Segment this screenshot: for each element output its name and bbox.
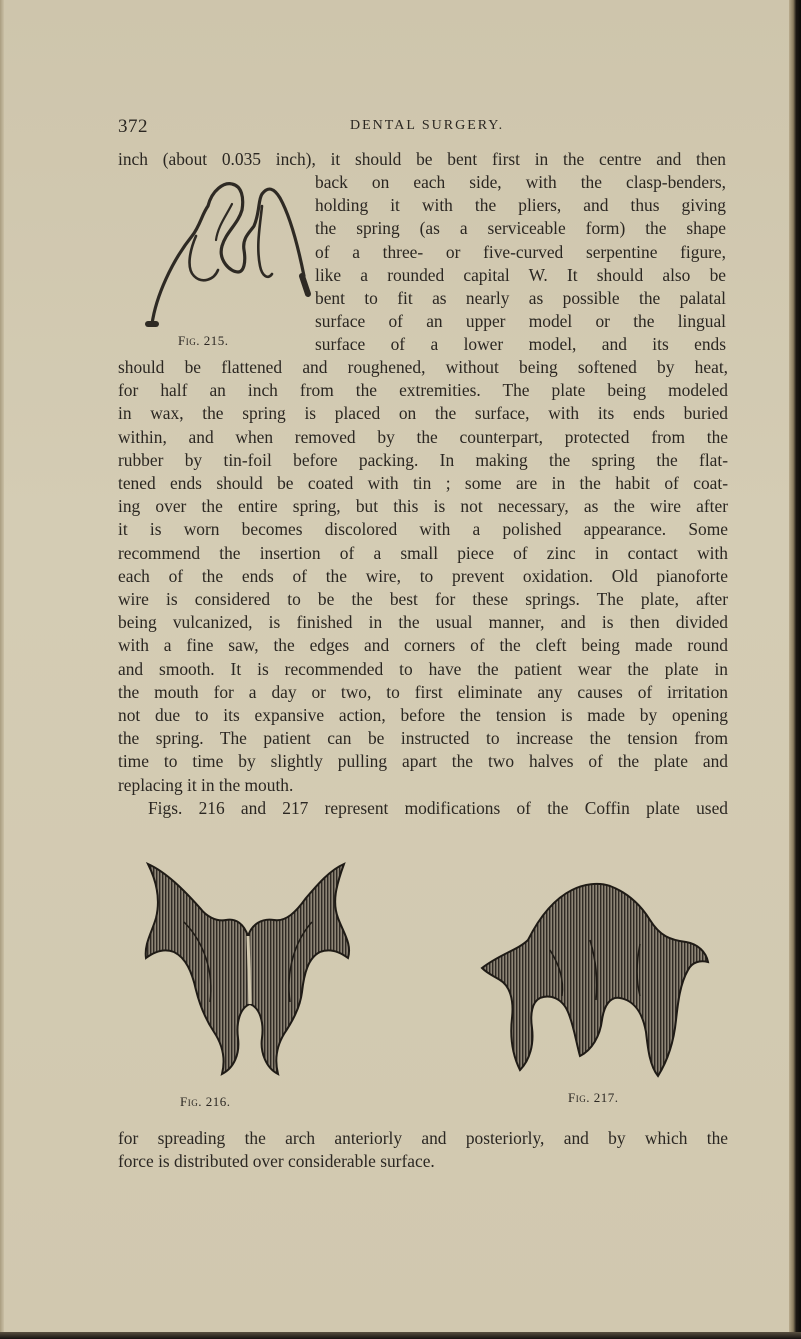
text-line: inch (about 0.035 inch), it should be bent first in the centre and then [118, 149, 726, 169]
text-line: rubber by tin-foil before packing. In making the spring the flat- [118, 449, 728, 470]
text-line: for spreading the arch anteriorly and posteriorly, and by which the [118, 1128, 728, 1148]
text-line: should be flattened and roughened, without being softened by heat, [118, 357, 728, 377]
text-line: replacing it in the mouth. [118, 774, 294, 795]
text-line: recommend the insertion of a small piece of zinc in contact with [118, 542, 728, 563]
text-line: in wax, the spring is placed on the surface, with its ends buried [118, 403, 728, 424]
text-line: each of the ends of the wire, to prevent oxidation. Old pianoforte [118, 565, 728, 586]
text-line: tened ends should be coated with tin ; some are in the habit of coat- [118, 473, 728, 494]
text-line: ing over the entire spring, but this is not necessary, as the wire after [118, 496, 728, 517]
page-number: 372 [118, 116, 148, 137]
text-line: surface of an upper model or the lingual [315, 311, 726, 332]
main-body-text [118, 356, 728, 820]
text-line: the spring (as a serviceable form) the shape [315, 218, 726, 239]
closing-text [118, 1127, 728, 1173]
text-line: for half an inch from the extremities. The plate being modeled [118, 380, 728, 401]
text-line: bent to fit as nearly as possible the palatal [315, 288, 726, 309]
text-line: like a rounded capital W. It should also be [315, 264, 726, 285]
fig-217-coffin-plate-illustration [480, 880, 710, 1080]
text-line: wire is considered to be the best for these springs. The plate, after [118, 589, 728, 610]
text-line: back on each side, with the clasp-benders, [315, 172, 726, 192]
page-right-edge-shadow [789, 0, 801, 1339]
text-line: and smooth. It is recommended to have the patient wear the plate in [118, 658, 728, 679]
page-header [118, 116, 738, 140]
running-head: DENTAL SURGERY. [350, 118, 505, 133]
fig-215-w-spring-illustration [142, 176, 312, 331]
fig-217-caption: Fig. 217. [568, 1090, 619, 1105]
text-line: within, and when removed by the counterpart, protected from the [118, 426, 728, 447]
text-line: surface of a lower model, and its ends [315, 334, 726, 355]
text-line: with a fine saw, the edges and corners of the cleft being made round [118, 635, 728, 656]
page-left-edge [0, 0, 4, 1339]
text-line: force is distributed over considerable surface. [118, 1151, 435, 1172]
fig-215-caption: Fig. 215. [178, 333, 229, 348]
fig-216-coffin-plate-illustration [144, 862, 354, 1082]
text-line: being vulcanized, is finished in the usual manner, and is then divided [118, 612, 728, 633]
text-line: the mouth for a day or two, to first eliminate any causes of irritation [118, 681, 728, 702]
text-line: the spring. The patient can be instructed to increase the tension from [118, 728, 728, 749]
intro-first-line [118, 148, 726, 171]
page-bottom-edge-shadow [0, 1332, 801, 1339]
text-line: holding it with the pliers, and thus giving [315, 195, 726, 216]
wrapped-text-block [315, 171, 726, 357]
text-line: Figs. 216 and 217 represent modifications of the Coffin plate used [148, 797, 728, 818]
text-line: not due to its expansive action, before the tension is made by opening [118, 705, 728, 726]
text-line: it is worn becomes discolored with a polished appearance. Some [118, 519, 728, 540]
text-line: time to time by slightly pulling apart the two halves of the plate and [118, 751, 728, 772]
text-line: of a three- or five-curved serpentine figure, [315, 241, 726, 262]
fig-216-caption: Fig. 216. [180, 1094, 231, 1109]
